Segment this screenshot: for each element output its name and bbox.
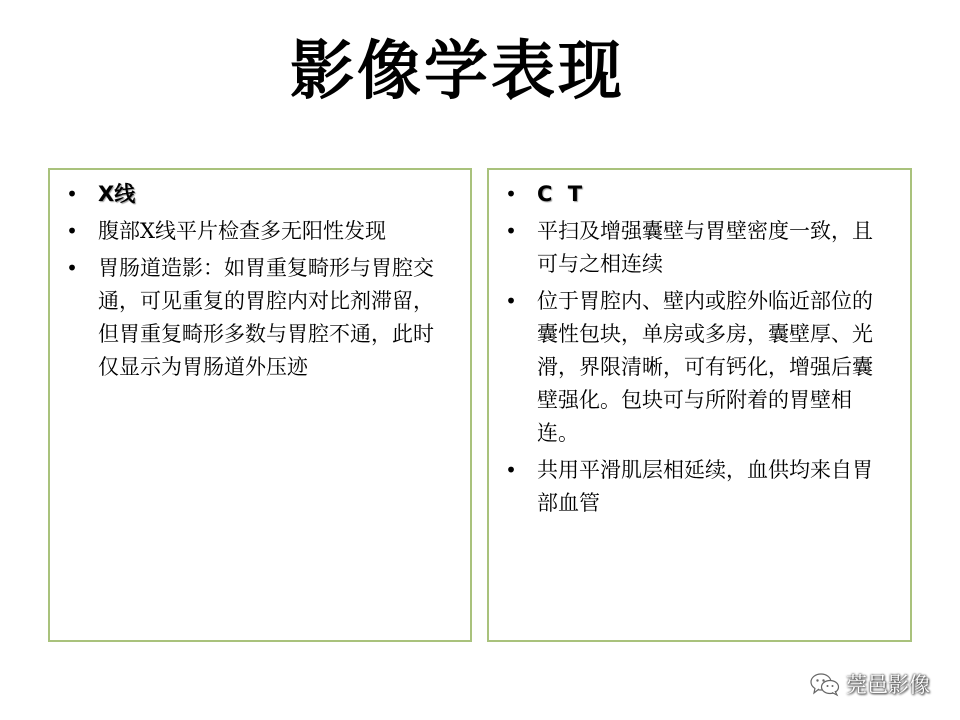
xray-heading: X线 [98,182,136,206]
plain-film-text: 腹部X线平片检查多无阳性发现 [98,219,386,243]
slide-title: 影像学表现 [290,35,625,109]
wechat-icon [810,672,840,697]
bullet-dot-icon: • [505,219,517,243]
bullet-dot-icon: • [505,182,517,206]
contrast-study-text: 胃肠道造影：如胃重复畸形与胃腔交通，可见重复的胃腔内对比剂滞留，但胃重复畸形多数与胃腔不通，此时仅显示为胃肠道外压迹 [98,256,434,379]
bullet-dot-icon: • [505,458,517,482]
ct-bullet-list [489,170,910,520]
xray-panel [48,168,472,642]
bullet-item-ct-muscle [501,454,892,520]
ct-muscle-text: 共用平滑肌层相延续，血供均来自胃部血管 [537,458,873,515]
bullet-dot-icon: • [66,219,78,243]
xray-bullet-list [50,170,470,384]
bullet-item-plain-film [62,215,452,248]
bullet-item-ct-heading [501,178,892,211]
ct-panel [487,168,912,642]
bullet-item-ct-density [501,215,892,281]
watermark [810,669,930,699]
bullet-dot-icon: • [505,289,517,313]
ct-mass-text: 位于胃腔内、壁内或腔外临近部位的囊性包块，单房或多房，囊壁厚、光滑，界限清晰，可有钙化，增强后囊壁强化。包块可与所附着的胃壁相连。 [537,289,873,445]
bullet-item-contrast-study [62,252,452,384]
watermark-text: 莞邑影像 [846,673,930,697]
ct-heading: C T [537,182,587,206]
bullet-dot-icon: • [66,256,78,280]
bullet-item-xray-heading [62,178,452,211]
ct-density-text: 平扫及增强囊壁与胃壁密度一致，且可与之相连续 [537,219,873,276]
bullet-item-ct-mass [501,285,892,450]
bullet-dot-icon: • [66,182,78,206]
